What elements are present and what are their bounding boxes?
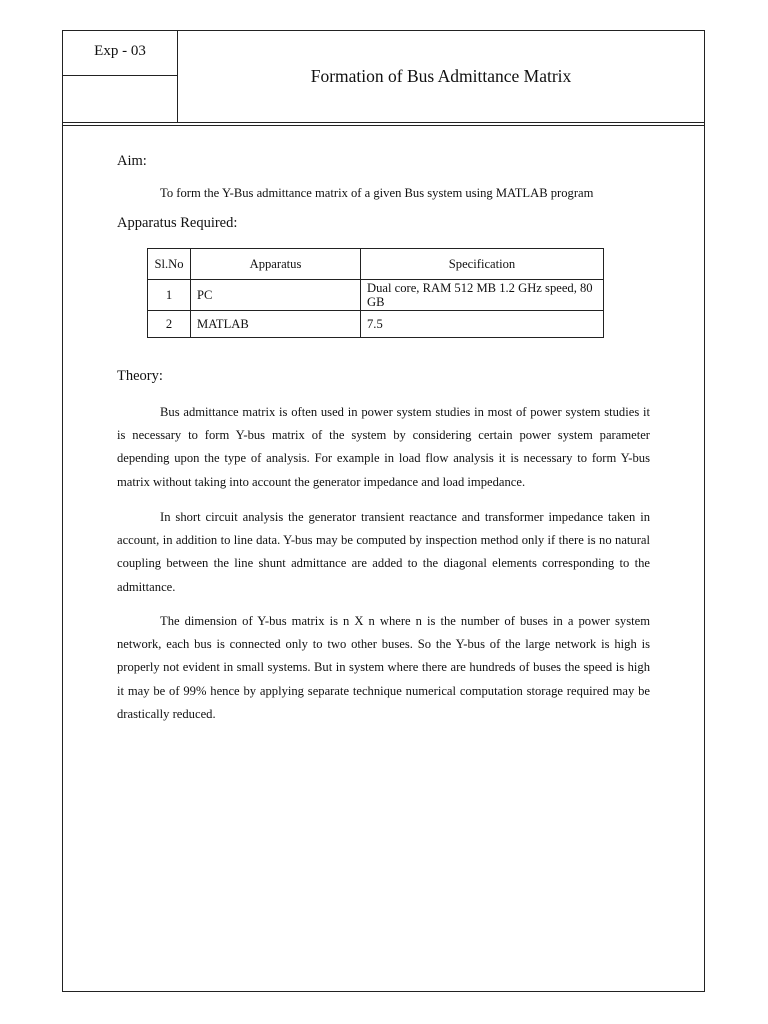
apparatus-table xyxy=(147,248,604,338)
header-divider-horizontal xyxy=(63,75,178,76)
table-cell-apparatus: PC xyxy=(191,280,361,311)
table-cell-no: 1 xyxy=(148,280,191,311)
aim-heading: Aim: xyxy=(117,153,147,169)
page-title: Formation of Bus Admittance Matrix xyxy=(310,66,572,86)
table-row xyxy=(148,280,604,311)
table-header-row xyxy=(148,249,604,280)
apparatus-heading: Apparatus Required: xyxy=(117,215,238,231)
header-rule-top xyxy=(63,122,704,123)
header-rule-bottom xyxy=(63,125,704,126)
experiment-number: Exp - 03 xyxy=(94,43,146,59)
aim-text: To form the Y-Bus admittance matrix of a given Bus system using MATLAB program xyxy=(160,186,594,200)
table-cell-spec: Dual core, RAM 512 MB 1.2 GHz speed, 80 GB xyxy=(361,280,604,311)
page-frame xyxy=(62,30,705,992)
table-cell-spec: 7.5 xyxy=(361,311,604,338)
theory-paragraph: The dimension of Y-bus matrix is n X n where n is the number of buses in a power system network, each bus is connected only to two other buses. So the Y-bus of the large network is high is properly not evident in small systems. But in system where there are hundreds of buses the speed is high it may be of 99% hence by applying separate technique numerical computation storage required may be drastically reduced. xyxy=(117,614,650,721)
column-header: Apparatus xyxy=(191,249,361,280)
table-cell-apparatus: MATLAB xyxy=(191,311,361,338)
column-header: Sl.No xyxy=(148,249,191,280)
theory-heading: Theory: xyxy=(117,368,163,384)
theory-paragraph: In short circuit analysis the generator transient reactance and transformer impedance taken in account, in addition to line data. Y-bus may be computed by inspection method only if there is no natural coupling between the line shunt admittance are added to the diagonal elements corresponding to the admittance. xyxy=(117,510,650,594)
theory-paragraph: Bus admittance matrix is often used in power system studies in most of power system studies it is necessary to form Y-bus matrix of the system by considering certain power system parameter depending upon the type of analysis. For example in load flow analysis it is necessary to form Y-bus matrix without taking into account the generator impedance and load impedance. xyxy=(117,405,650,489)
table-row xyxy=(148,311,604,338)
column-header: Specification xyxy=(361,249,604,280)
table-cell-no: 2 xyxy=(148,311,191,338)
